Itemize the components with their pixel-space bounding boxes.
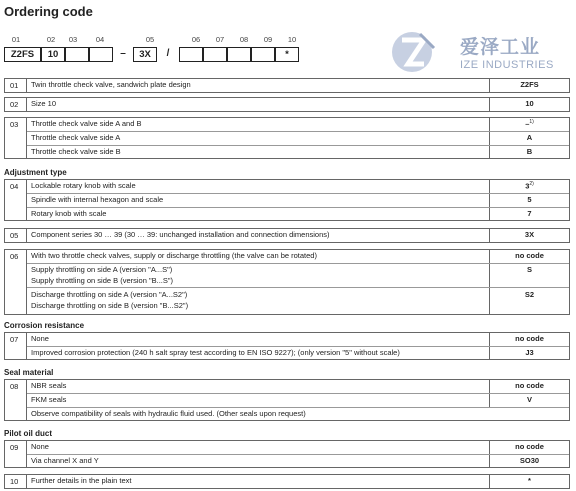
section-number: 06 [5, 250, 27, 314]
footnote-ref: 1) [529, 119, 534, 125]
option-row [27, 131, 569, 145]
option-text: Throttle check valve side A [31, 133, 121, 142]
note-text: Observe compatibility of seals with hydraulic fluid used. (Other seals upon request) [31, 409, 306, 418]
option-row [27, 145, 569, 158]
code-pos-04: 04 [95, 35, 105, 44]
code-pos-08: 08 [239, 35, 249, 44]
section-06 [4, 249, 570, 315]
section-03 [4, 117, 570, 159]
code-pos-02: 02 [46, 35, 56, 44]
option-code: V [489, 394, 569, 407]
section-08 [4, 379, 570, 421]
option-row [27, 250, 569, 263]
section-number: 10 [5, 475, 27, 488]
option-code: 7 [489, 208, 569, 220]
section-04 [4, 179, 570, 221]
section-number: 05 [5, 229, 27, 242]
ize-logo-icon [390, 30, 440, 74]
option-text: Via channel X and Y [31, 456, 99, 465]
section-09 [4, 440, 570, 468]
option-code: S2 [489, 288, 569, 314]
option-text: Supply throttling on side A (version "A...S") [31, 265, 173, 274]
option-text: Discharge throttling on side A (version "A...S2") [31, 290, 188, 299]
option-text: None [31, 334, 49, 343]
code-pos-06: 06 [191, 35, 201, 44]
option-text: Twin throttle check valve, sandwich plate design [31, 80, 191, 89]
code-cell-07 [203, 47, 227, 62]
option-code: no code [489, 250, 569, 263]
option-text: Discharge throttling on side B (version "B...S2") [31, 301, 189, 310]
option-row [27, 98, 569, 111]
option-row [27, 193, 569, 207]
page-title: Ordering code [4, 4, 93, 19]
option-row [27, 207, 569, 220]
code-slash: / [166, 48, 170, 59]
option-row [27, 380, 569, 393]
option-row-discharge [27, 287, 569, 314]
option-row [27, 393, 569, 407]
section-number: 02 [5, 98, 27, 111]
section-number: 08 [5, 380, 27, 420]
option-row [27, 79, 569, 92]
option-row-supply [27, 263, 569, 287]
code-pos-07: 07 [215, 35, 225, 44]
section-number: 01 [5, 79, 27, 92]
section-number: 04 [5, 180, 27, 220]
option-code: J3 [489, 347, 569, 359]
code-cell-01: Z2FS [4, 47, 41, 62]
option-text: Throttle check valve side B [31, 147, 121, 156]
watermark-logo [390, 30, 570, 75]
footnote-ref: 2) [529, 181, 534, 187]
option-text: FKM seals [31, 395, 67, 404]
option-code: SO30 [489, 455, 569, 467]
code-cell-09 [251, 47, 275, 62]
section-number: 09 [5, 441, 27, 467]
section-number: 07 [5, 333, 27, 359]
option-text: Lockable rotary knob with scale [31, 181, 136, 190]
option-row [27, 229, 569, 242]
option-code: * [489, 475, 569, 488]
section-number: 03 [5, 118, 27, 158]
option-row [27, 346, 569, 359]
code-pos-01: 01 [11, 35, 21, 44]
option-code: B [489, 146, 569, 158]
section-02 [4, 97, 570, 112]
option-text: None [31, 442, 49, 451]
option-text: Throttle check valve side A and B [31, 119, 142, 128]
option-code: 5 [489, 194, 569, 207]
code-cell-10: * [275, 47, 299, 62]
option-row [27, 118, 569, 131]
section-heading-corrosion: Corrosion resistance [4, 321, 85, 330]
option-code: Z2FS [489, 79, 569, 92]
option-text: With two throttle check valves, supply or discharge throttling (the valve can be rotated) [31, 251, 317, 260]
section-05 [4, 228, 570, 243]
option-text: Component series 30 … 39 (30 … 39: unchanged installation and connection dimensions) [31, 230, 330, 239]
option-text: NBR seals [31, 381, 67, 390]
option-code: no code [489, 441, 569, 454]
code-pos-03: 03 [68, 35, 78, 44]
logo-text-en: IZE INDUSTRIES [460, 59, 554, 71]
code-cell-08 [227, 47, 251, 62]
option-text: Rotary knob with scale [31, 209, 107, 218]
option-code: S [489, 264, 569, 287]
option-text: Further details in the plain text [31, 476, 132, 485]
option-row [27, 454, 569, 467]
option-text: Spindle with internal hexagon and scale [31, 195, 164, 204]
code-dash: – [120, 48, 126, 59]
option-code: –$^{1)}$ [489, 118, 569, 131]
option-code: 10 [489, 98, 569, 111]
section-01 [4, 78, 570, 93]
section-heading-seal: Seal material [4, 368, 54, 377]
option-text: Size 10 [31, 99, 57, 108]
section-07 [4, 332, 570, 360]
option-row [27, 475, 569, 488]
section-heading-pilot: Pilot oil duct [4, 429, 52, 438]
option-code: no code [489, 333, 569, 346]
note-row [27, 407, 569, 420]
option-row [27, 180, 569, 193]
code-pos-05: 05 [145, 35, 155, 44]
option-text: Improved corrosion protection (240 h salt spray test according to EN ISO 9227); (only version "5" without scale) [31, 348, 400, 357]
option-text: Supply throttling on side B (version "B...S") [31, 276, 174, 285]
code-cell-02: 10 [41, 47, 65, 62]
code-pos-09: 09 [263, 35, 273, 44]
code-cell-04 [89, 47, 113, 62]
section-10 [4, 474, 570, 489]
code-cell-05: 3X [133, 47, 157, 62]
option-row [27, 441, 569, 454]
option-row [27, 333, 569, 346]
logo-text-cn: 爱泽工业 [460, 37, 541, 58]
section-heading-adjustment: Adjustment type [4, 168, 67, 177]
option-code: 3X [489, 229, 569, 242]
code-cell-06 [179, 47, 203, 62]
code-pos-10: 10 [287, 35, 297, 44]
option-code: 3$^{2)}$ [489, 180, 569, 193]
option-code: no code [489, 380, 569, 393]
code-cell-03 [65, 47, 89, 62]
option-code: A [489, 132, 569, 145]
